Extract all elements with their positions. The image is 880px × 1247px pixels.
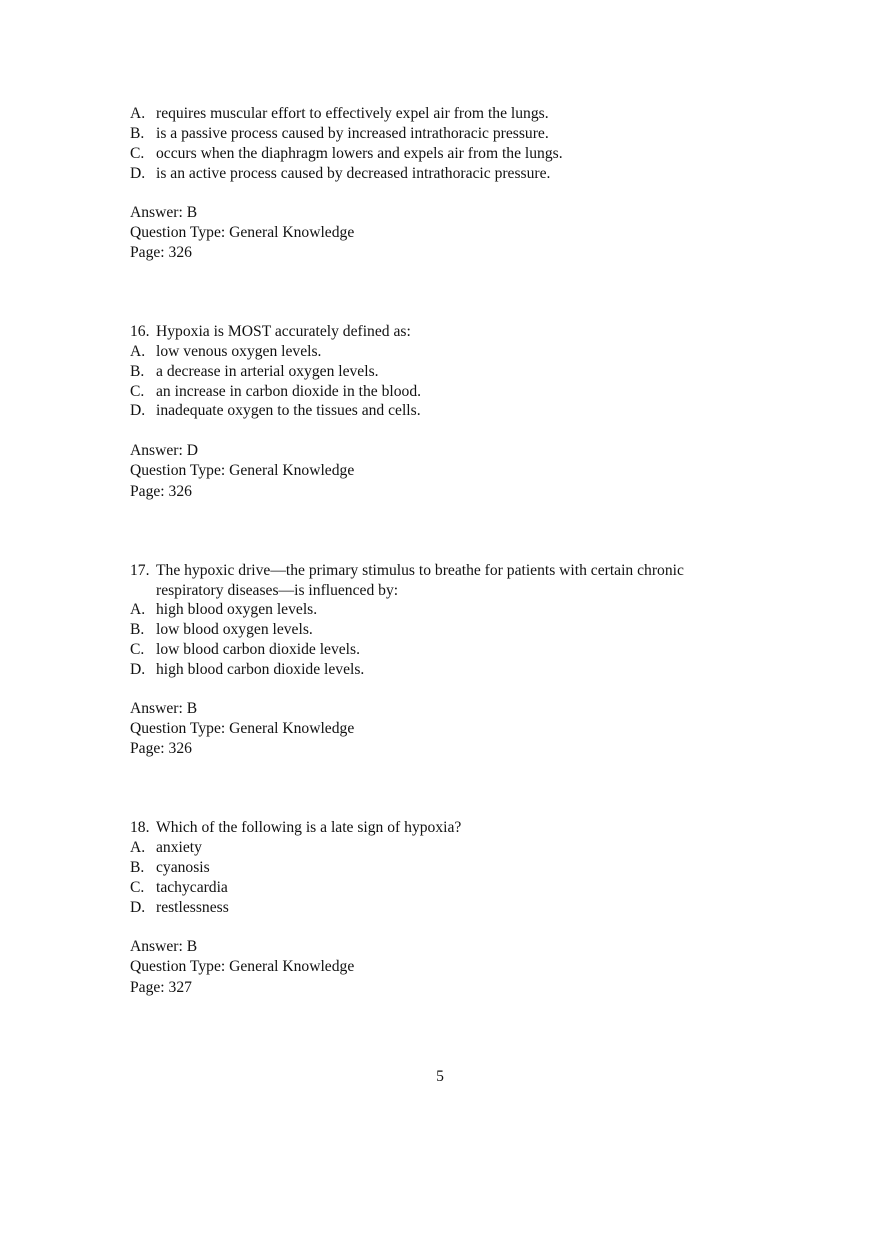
page-reference: Page: 326 bbox=[130, 740, 192, 757]
option-text: a decrease in arterial oxygen levels. bbox=[156, 363, 379, 380]
question-text: The hypoxic drive—the primary stimulus to breathe for patients with certain chronic bbox=[156, 562, 684, 579]
page-reference: Page: 326 bbox=[130, 483, 192, 500]
page-number: 5 bbox=[436, 1068, 444, 1085]
option-a bbox=[130, 600, 317, 620]
option-b bbox=[130, 620, 313, 640]
option-text: an increase in carbon dioxide in the blood. bbox=[156, 383, 422, 400]
option-letter: B. bbox=[130, 125, 145, 142]
question-type: Question Type: General Knowledge bbox=[130, 720, 355, 737]
option-letter: A. bbox=[130, 105, 146, 122]
question-type: Question Type: General Knowledge bbox=[130, 224, 355, 241]
question-number: 16. bbox=[130, 323, 150, 340]
question-text: Hypoxia is MOST accurately defined as: bbox=[156, 323, 411, 340]
option-text: cyanosis bbox=[156, 859, 210, 876]
option-d bbox=[130, 401, 421, 421]
option-text: requires muscular effort to effectively expel air from the lungs. bbox=[156, 105, 549, 122]
option-text: inadequate oxygen to the tissues and cells. bbox=[156, 402, 421, 419]
option-text: high blood oxygen levels. bbox=[156, 601, 318, 618]
option-b bbox=[130, 124, 549, 144]
option-text: anxiety bbox=[156, 839, 202, 856]
option-b bbox=[130, 858, 210, 878]
question-type: Question Type: General Knowledge bbox=[130, 958, 355, 975]
question-stem-continued: respiratory diseases—is influenced by: bbox=[156, 582, 399, 599]
option-d bbox=[130, 164, 550, 184]
option-text: occurs when the diaphragm lowers and expels air from the lungs. bbox=[156, 145, 563, 162]
option-letter: C. bbox=[130, 641, 145, 658]
option-text: high blood carbon dioxide levels. bbox=[156, 661, 365, 678]
option-c bbox=[130, 144, 563, 164]
option-letter: A. bbox=[130, 343, 146, 360]
answer: Answer: D bbox=[130, 442, 198, 459]
page-reference: Page: 326 bbox=[130, 244, 192, 261]
page-reference: Page: 327 bbox=[130, 979, 192, 996]
option-text: low blood carbon dioxide levels. bbox=[156, 641, 360, 658]
option-text: restlessness bbox=[156, 899, 229, 916]
question-number: 18. bbox=[130, 819, 150, 836]
option-b bbox=[130, 362, 379, 382]
option-letter: C. bbox=[130, 879, 145, 896]
question-stem bbox=[130, 561, 684, 581]
option-text: tachycardia bbox=[156, 879, 228, 896]
option-d bbox=[130, 660, 364, 680]
option-a bbox=[130, 838, 202, 858]
option-letter: B. bbox=[130, 859, 145, 876]
answer: Answer: B bbox=[130, 700, 198, 717]
option-letter: D. bbox=[130, 661, 146, 678]
option-text: is a passive process caused by increased intrathoracic pressure. bbox=[156, 125, 549, 142]
option-text: low venous oxygen levels. bbox=[156, 343, 322, 360]
option-letter: C. bbox=[130, 145, 145, 162]
option-a bbox=[130, 342, 321, 362]
option-c bbox=[130, 382, 421, 402]
option-letter: A. bbox=[130, 601, 146, 618]
option-a bbox=[130, 104, 549, 124]
option-c bbox=[130, 640, 360, 660]
option-text: low blood oxygen levels. bbox=[156, 621, 313, 638]
option-letter: D. bbox=[130, 899, 146, 916]
question-type: Question Type: General Knowledge bbox=[130, 462, 355, 479]
option-text: is an active process caused by decreased intrathoracic pressure. bbox=[156, 165, 551, 182]
option-letter: D. bbox=[130, 165, 146, 182]
question-stem bbox=[130, 818, 461, 838]
option-letter: C. bbox=[130, 383, 145, 400]
question-stem bbox=[130, 322, 411, 342]
option-d bbox=[130, 898, 229, 918]
option-letter: B. bbox=[130, 621, 145, 638]
answer: Answer: B bbox=[130, 204, 198, 221]
option-c bbox=[130, 878, 228, 898]
option-letter: D. bbox=[130, 402, 146, 419]
answer: Answer: B bbox=[130, 938, 198, 955]
option-letter: A. bbox=[130, 839, 146, 856]
question-number: 17. bbox=[130, 562, 150, 579]
question-text: Which of the following is a late sign of hypoxia? bbox=[156, 819, 462, 836]
option-letter: B. bbox=[130, 363, 145, 380]
